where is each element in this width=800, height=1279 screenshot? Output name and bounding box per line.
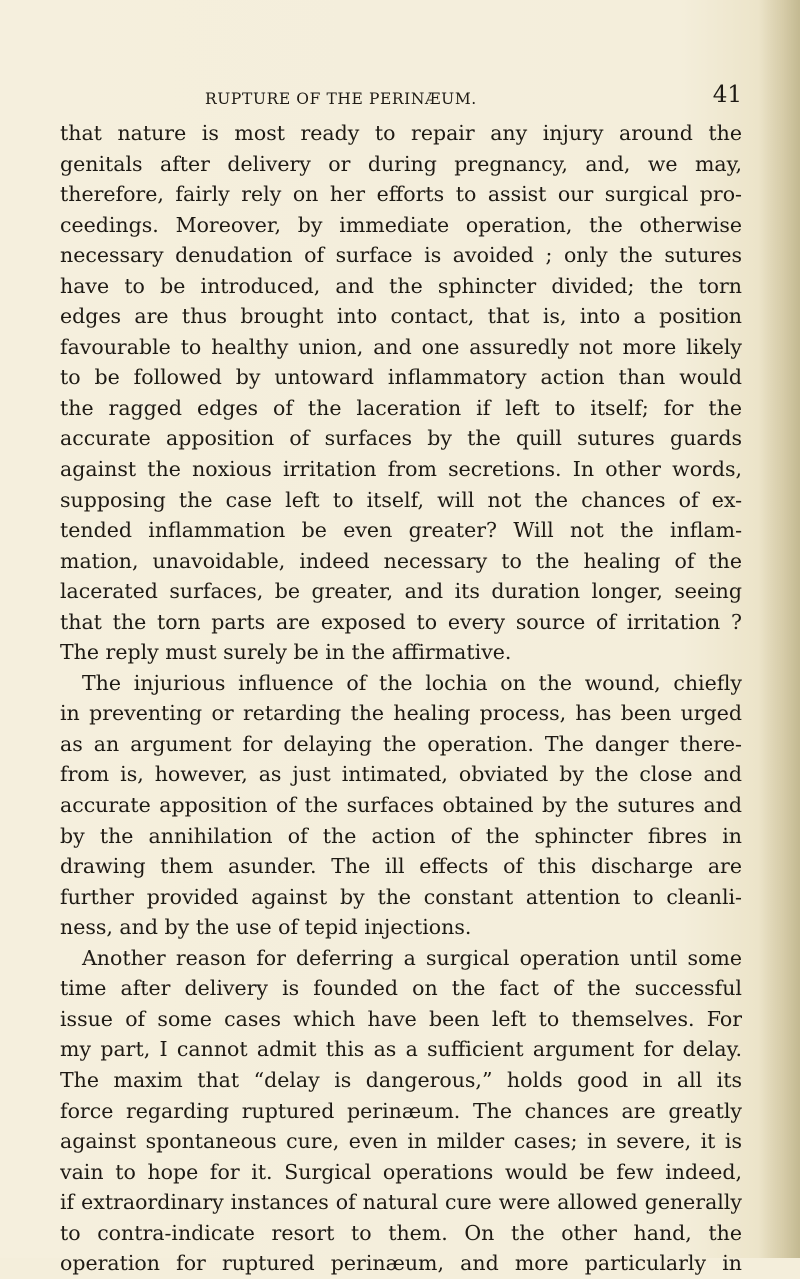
text-line: from is, however, as just intimated, obviated by the close and xyxy=(60,762,742,787)
text-line: that the torn parts are exposed to every source of irritation ? xyxy=(60,609,742,634)
page-edge-shadow xyxy=(758,0,800,1258)
text-line: edges are thus brought into contact, that is, into a position xyxy=(60,304,742,329)
text-line: as an argument for delaying the operation. The danger there- xyxy=(60,731,742,756)
running-title: RUPTURE OF THE PERINÆUM. xyxy=(205,90,477,108)
text-line: drawing them asunder. The ill effects of this discharge are xyxy=(60,854,742,879)
text-line: therefore, fairly rely on her efforts to assist our surgical pro- xyxy=(60,182,742,207)
text-line: necessary denudation of surface is avoided ; only the sutures xyxy=(60,243,742,268)
text-line: genitals after delivery or during pregnancy, and, we may, xyxy=(60,151,742,176)
text-line: to be followed by untoward inflammatory action than would xyxy=(60,365,742,390)
text-line: by the annihilation of the action of the sphincter fibres in xyxy=(60,823,742,848)
text-line: against the noxious irritation from secretions. In other words, xyxy=(60,457,742,482)
text-line: against spontaneous cure, even in milder cases; in severe, it is xyxy=(60,1129,742,1154)
text-line: to contra-indicate resort to them. On the other hand, the xyxy=(60,1220,742,1245)
body-text xyxy=(60,118,742,1279)
text-line: Another reason for deferring a surgical operation until some xyxy=(82,945,742,970)
text-line: ceedings. Moreover, by immediate operation, the otherwise xyxy=(60,212,742,237)
text-line: The maxim that “delay is dangerous,” holds good in all its xyxy=(60,1067,742,1092)
text-line: The reply must surely be in the affirmative. xyxy=(60,640,512,665)
page-number: 41 xyxy=(712,82,742,108)
text-line: operation for ruptured perinæum, and more particularly in xyxy=(60,1251,742,1276)
text-line: accurate apposition of the surfaces obtained by the sutures and xyxy=(60,793,742,818)
text-line: my part, I cannot admit this as a sufficient argument for delay. xyxy=(60,1037,742,1062)
text-line: ness, and by the use of tepid injections. xyxy=(60,915,472,940)
text-line: if extraordinary instances of natural cure were allowed generally xyxy=(60,1190,742,1215)
text-line: tended inflammation be even greater? Will not the inflam- xyxy=(60,518,742,543)
text-line: the ragged edges of the laceration if left to itself; for the xyxy=(60,395,742,420)
text-line: time after delivery is founded on the fact of the successful xyxy=(60,976,742,1001)
text-line: have to be introduced, and the sphincter divided; the torn xyxy=(60,273,742,298)
text-line: vain to hope for it. Surgical operations would be few indeed, xyxy=(60,1159,742,1184)
text-line: supposing the case left to itself, will not the chances of ex- xyxy=(60,487,742,512)
text-line: accurate apposition of surfaces by the quill sutures guards xyxy=(60,426,742,451)
text-line: mation, unavoidable, indeed necessary to the healing of the xyxy=(60,548,742,573)
text-line: issue of some cases which have been left to themselves. For xyxy=(60,1006,742,1031)
text-line: further provided against by the constant attention to cleanli- xyxy=(60,884,742,909)
text-line: favourable to healthy union, and one assuredly not more likely xyxy=(60,334,742,359)
text-line: that nature is most ready to repair any injury around the xyxy=(60,121,742,145)
text-line: force regarding ruptured perinæum. The chances are greatly xyxy=(60,1098,742,1123)
text-line: in preventing or retarding the healing process, has been urged xyxy=(60,701,742,726)
text-line: lacerated surfaces, be greater, and its duration longer, seeing xyxy=(60,579,742,604)
text-line: The injurious influence of the lochia on the wound, chiefly xyxy=(82,670,742,695)
running-head xyxy=(60,82,742,112)
